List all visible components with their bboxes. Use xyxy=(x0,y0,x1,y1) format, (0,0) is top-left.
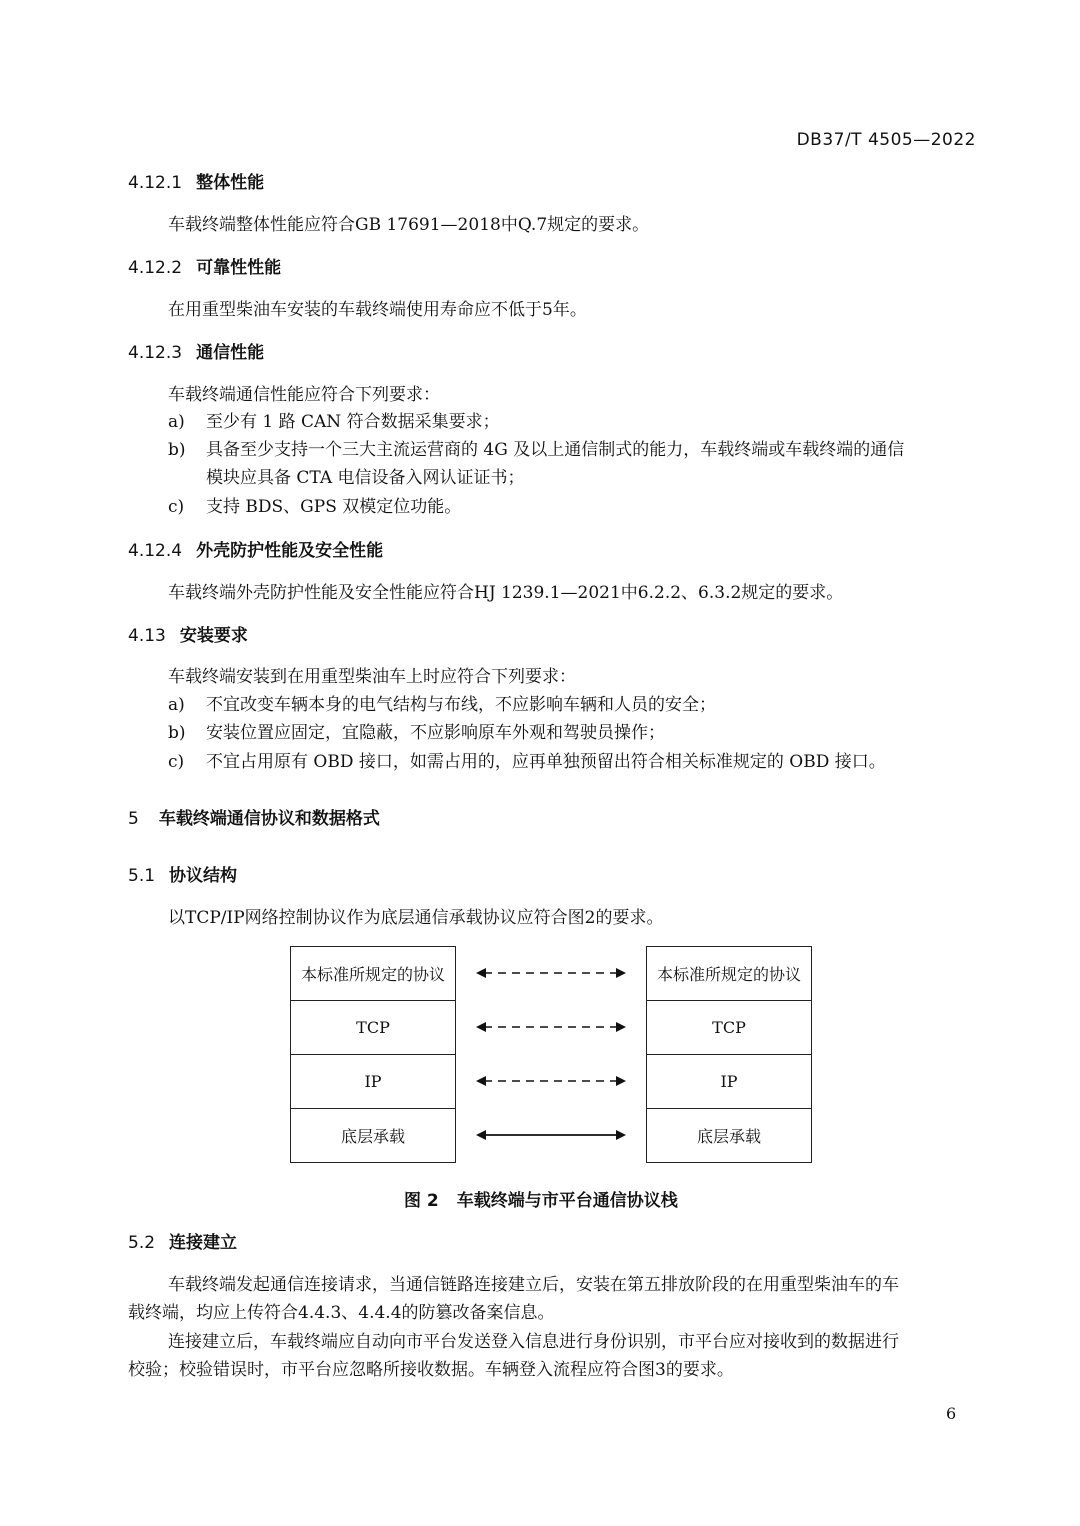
heading-4-12-1 xyxy=(128,168,264,193)
heading-4-12-2 xyxy=(128,253,281,278)
stack-layer-bearer: 底层承载 xyxy=(696,1127,761,1146)
paragraph-4-12-3-intro: 车载终端通信性能应符合下列要求： xyxy=(168,385,440,405)
list-item xyxy=(168,407,500,432)
solid-double-arrow-icon xyxy=(476,1129,626,1141)
list-marker: c) xyxy=(168,752,185,772)
paragraph-5-1: 以TCP/IP网络控制协议作为底层通信承载协议应符合图2的要求。 xyxy=(168,908,664,928)
heading-title: 可靠性性能 xyxy=(196,258,282,278)
heading-title: 通信性能 xyxy=(196,343,265,363)
list-text: 不宜改变车辆本身的电气结构与布线，不应影响车辆和人员的安全； xyxy=(206,695,716,715)
heading-number: 4.12.3 xyxy=(128,343,183,363)
list-marker: c) xyxy=(168,497,185,517)
dashed-double-arrow-icon xyxy=(476,1021,626,1033)
heading-title: 车载终端通信协议和数据格式 xyxy=(158,809,380,829)
heading-title: 安装要求 xyxy=(179,626,248,646)
heading-5 xyxy=(128,804,380,829)
list-marker: b) xyxy=(168,440,186,460)
dashed-double-arrow-icon xyxy=(476,967,626,979)
heading-title: 连接建立 xyxy=(169,1233,238,1253)
stack-layer-ip: IP xyxy=(647,1055,811,1109)
list-item xyxy=(168,690,716,715)
list-text: 不宜占用原有 OBD 接口，如需占用的，应再单独预留出符合相关标准规定的 OBD 接口。 xyxy=(206,752,886,772)
list-text: 具备至少支持一个三大主流运营商的 4G 及以上通信制式的能力，车载终端或车载终端的通信 xyxy=(206,440,905,460)
stack-layer-protocol: 本标准所规定的协议 xyxy=(291,947,455,1001)
figure-caption xyxy=(404,1186,678,1211)
list-text: 至少有 1 路 CAN 符合数据采集要求； xyxy=(206,412,500,432)
page-number: 6 xyxy=(946,1404,957,1423)
stack-layer-ip: IP xyxy=(291,1055,455,1109)
paragraph-4-12-1: 车载终端整体性能应符合GB 17691—2018中Q.7规定的要求。 xyxy=(168,215,650,235)
list-item-continuation: 模块应具备 CTA 电信设备入网认证证书； xyxy=(206,468,525,488)
heading-number: 4.12.4 xyxy=(128,541,183,561)
heading-5-2 xyxy=(128,1228,237,1253)
left-protocol-stack xyxy=(290,946,456,1163)
heading-title: 协议结构 xyxy=(169,866,238,886)
list-marker: a) xyxy=(168,695,185,715)
heading-title: 外壳防护性能及安全性能 xyxy=(196,541,384,561)
heading-5-1 xyxy=(128,861,237,886)
heading-number: 5.1 xyxy=(128,866,156,886)
list-item xyxy=(168,718,665,743)
heading-number: 5.2 xyxy=(128,1233,156,1253)
paragraph-5-2-line: 载终端，均应上传符合4.4.3、4.4.4的防篡改备案信息。 xyxy=(128,1303,555,1323)
heading-4-13 xyxy=(128,621,248,646)
list-marker: a) xyxy=(168,412,185,432)
heading-number: 4.12.1 xyxy=(128,173,183,193)
list-item xyxy=(168,492,461,517)
paragraph-5-2-line: 车载终端发起通信连接请求，当通信链路连接建立后，安装在第五排放阶段的在用重型柴油车的车 xyxy=(168,1275,899,1295)
paragraph-4-13-intro: 车载终端安装到在用重型柴油车上时应符合下列要求： xyxy=(168,667,576,687)
list-text: 支持 BDS、GPS 双模定位功能。 xyxy=(206,497,462,517)
heading-number: 4.13 xyxy=(128,626,166,646)
dashed-double-arrow-icon xyxy=(476,1075,626,1087)
heading-number: 5 xyxy=(128,809,139,829)
heading-number: 4.12.2 xyxy=(128,258,183,278)
heading-4-12-3 xyxy=(128,338,264,363)
list-item xyxy=(168,747,886,772)
heading-4-12-4 xyxy=(128,536,383,561)
right-protocol-stack xyxy=(646,946,812,1163)
list-item xyxy=(168,435,904,460)
document-code: DB37/T 4505—2022 xyxy=(796,130,976,150)
stack-layer-bearer: 底层承载 xyxy=(340,1127,405,1146)
paragraph-5-2-line: 校验；校验错误时，市平台应忽略所接收数据。车辆登入流程应符合图3的要求。 xyxy=(128,1360,734,1380)
stack-layer-tcp: TCP xyxy=(291,1001,455,1055)
stack-layer-protocol: 本标准所规定的协议 xyxy=(647,947,811,1001)
list-text: 安装位置应固定，宜隐蔽，不应影响原车外观和驾驶员操作； xyxy=(206,723,665,743)
paragraph-5-2-line: 连接建立后，车载终端应自动向市平台发送登入信息进行身份识别，市平台应对接收到的数据进行 xyxy=(168,1332,899,1352)
figure-title: 车载终端与市平台通信协议栈 xyxy=(456,1191,678,1211)
heading-title: 整体性能 xyxy=(196,173,265,193)
figure-label: 图 2 xyxy=(404,1191,439,1211)
stack-layer-tcp: TCP xyxy=(647,1001,811,1055)
paragraph-4-12-2: 在用重型柴油车安装的车载终端使用寿命应不低于5年。 xyxy=(168,300,587,320)
paragraph-4-12-4: 车载终端外壳防护性能及安全性能应符合HJ 1239.1—2021中6.2.2、6.3.2规定的要求。 xyxy=(168,583,844,603)
list-marker: b) xyxy=(168,723,186,743)
